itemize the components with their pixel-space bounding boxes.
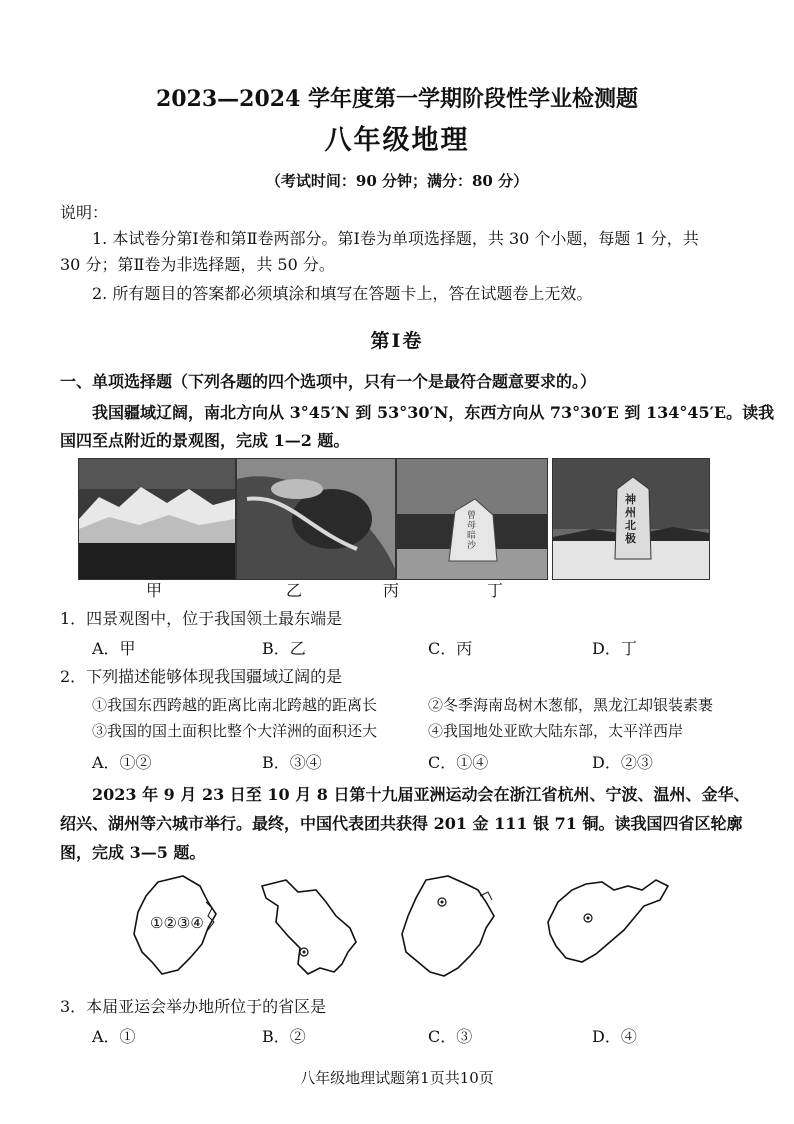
caption-yi: 乙 (286, 581, 303, 600)
q1-option-c: C．丙 (428, 639, 473, 658)
q2-option-c: C．①④ (428, 753, 489, 772)
passage-1-line-1: 我国疆域辽阔，南北方向从 3°45′N 到 53°30′N，东西方向从 73°30′E 到 134°45′E。读我 (92, 403, 775, 422)
q2-statement-2: ②冬季海南岛树木葱郁，黑龙江却银装素裹 (428, 696, 714, 714)
photo-yi (236, 458, 396, 580)
photo-ding (552, 458, 710, 580)
monument-d-inscription: 神州北极 (625, 493, 636, 545)
q3-stem: 3．本届亚运会举办地所位于的省区是 (60, 997, 327, 1016)
passage-2-line-3: 图，完成 3—5 题。 (60, 843, 206, 862)
jiangsu-outline (258, 872, 362, 982)
photo-jia (78, 458, 236, 580)
passage-2-line-2: 绍兴、湖州等六城市举行。最终，中国代表团共获得 201 金 111 银 71 铜。读我国四省区轮廓 (60, 814, 743, 833)
instruction-1-line-2: 30 分；第Ⅱ卷为非选择题，共 50 分。 (60, 255, 335, 274)
exam-title: 2023—2024 学年度第一学期阶段性学业检测题 (155, 86, 639, 112)
q2-statement-4: ④我国地处亚欧大陆东部，太平洋西岸 (428, 722, 684, 740)
instruction-1-line-1: 1. 本试卷分第Ⅰ卷和第Ⅱ卷两部分。第Ⅰ卷为单项选择题，共 30 个小题，每题 1 分，共 (92, 229, 699, 248)
photo-bing (396, 458, 548, 580)
q3-option-d: D．④ (592, 1027, 637, 1046)
snow-mountain-image (79, 459, 235, 579)
q2-option-d: D．②③ (592, 753, 653, 772)
province-map-jiangsu (258, 872, 362, 982)
q2-option-b: B．③④ (262, 753, 322, 772)
q2-statement-1: ①我国东西跨越的距离比南北跨越的距离长 (92, 696, 378, 714)
part-heading: 一、单项选择题（下列各题的四个选项中，只有一个是最符合题意要求的。） (60, 372, 597, 391)
caption-jia: 甲 (146, 581, 163, 600)
shandong-outline (544, 872, 672, 968)
caption-bing: 丙 (383, 581, 400, 600)
q1-stem: 1．四景观图中，位于我国领土最东端是 (60, 609, 343, 628)
q1-option-a: A．甲 (92, 639, 136, 658)
q2-stem: 2．下列描述能够体现我国疆域辽阔的是 (60, 667, 343, 686)
instructions-label: 说明： (60, 203, 109, 222)
monument-c-inscription: 曾母暗沙 (467, 511, 477, 551)
river-aerial-image (237, 459, 395, 579)
instruction-2: 2. 所有题目的答案都必须填涂和填写在答题卡上，答在试题卷上无效。 (92, 284, 593, 303)
q3-option-c: C．③ (428, 1027, 473, 1046)
q1-option-d: D．丁 (592, 639, 637, 658)
province-map-fujian (128, 872, 224, 980)
province-number-labels: ①②③④ (150, 914, 204, 932)
province-map-zhejiang (396, 872, 500, 982)
province-map-shandong (544, 872, 672, 968)
zhejiang-outline (396, 872, 500, 982)
q2-statement-3: ③我国的国土面积比整个大洋洲的面积还大 (92, 722, 378, 740)
section-title: 第Ⅰ卷 (370, 330, 424, 352)
caption-ding: 丁 (487, 581, 504, 600)
exam-info: （考试时间：90 分钟；满分：80 分） (265, 172, 529, 190)
passage-2-line-1: 2023 年 9 月 23 日至 10 月 8 日第十九届亚洲运动会在浙江省杭州、宁波、温州、金华、 (92, 785, 750, 804)
q3-option-a: A．① (92, 1027, 136, 1046)
passage-1-line-2: 国四至点附近的景观图，完成 1—2 题。 (60, 431, 350, 450)
q1-option-b: B．乙 (262, 639, 306, 658)
page-footer: 八年级地理试题第1页共10页 (300, 1069, 494, 1087)
q3-option-b: B．② (262, 1027, 306, 1046)
subject-title: 八年级地理 (324, 125, 470, 156)
q2-option-a: A．①② (92, 753, 152, 772)
